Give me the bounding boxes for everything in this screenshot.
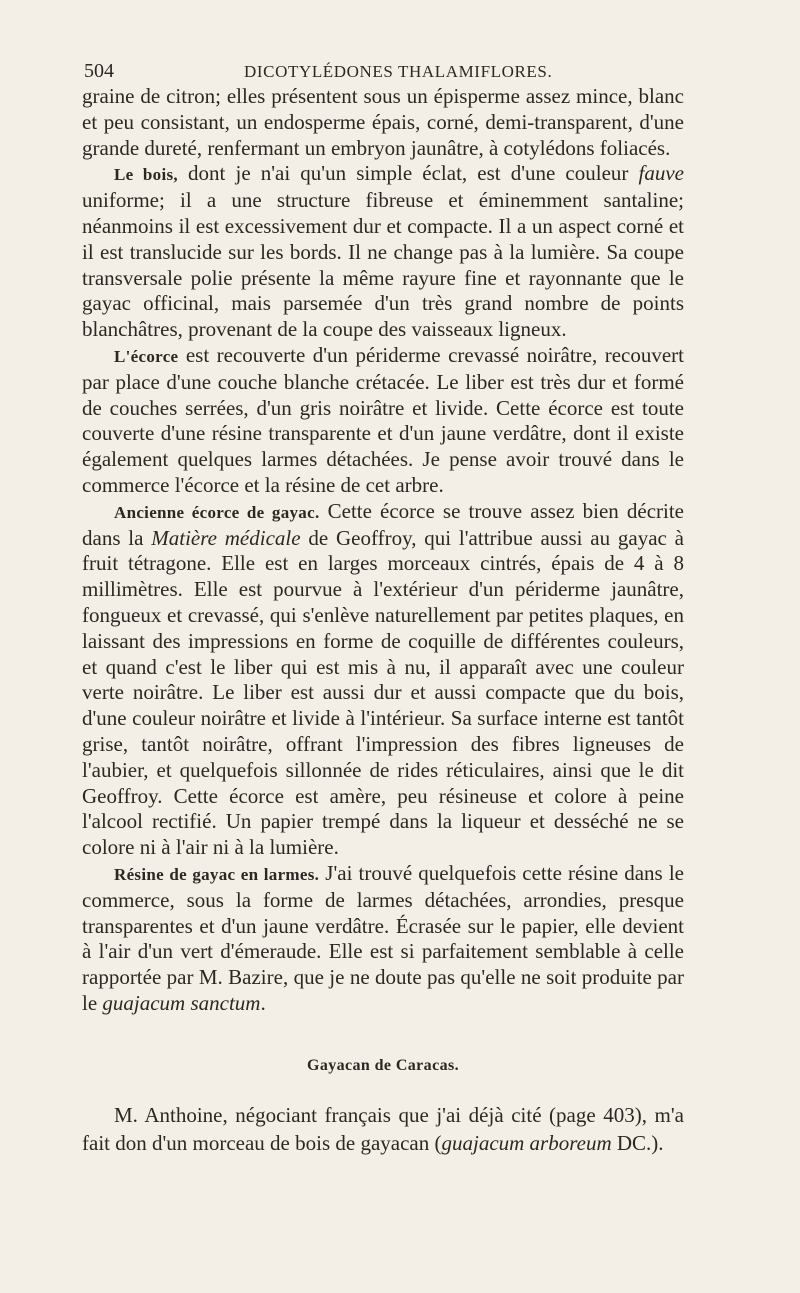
paragraph-resine: Résine de gayac en larmes. J'ai trouvé quelquefois cette résine dans le commerce, sous la forme de larmes détachées, arrondies, presque transparentes et d'un jaune verdâtre. Écrasée sur le papier, elle devient à l'air d'un vert d'émeraude. Elle est si parfaitement semblable à celle rapportée par M. Bazire, que je ne doute pas qu'elle ne soit produite par le guajacum sanctum. [82,860,684,1015]
italic-term: Matière médicale [151,525,301,550]
lead-term: Ancienne écorce de gayac. [114,502,320,522]
lead-term: Résine de gayac en larmes. [114,864,320,884]
paragraph-gayacan: M. Anthoine, négociant français que j'ai déjà cité (page 403), m'a fait don d'un morceau de bois de gayacan (guajacum arboreum DC.). [82,1103,684,1155]
italic-term: guajacum sanctum [102,990,261,1015]
page-header [84,60,684,86]
body-text [82,84,684,1017]
paragraph-1: graine de citron; elles présentent sous un épisperme assez mince, blanc et peu consistant, un endosperme épais, corné, demi-transparent, d'une grande dureté, renfermant un embryon jaunâtre, à cotylédons foliacés. [82,84,684,160]
final-section [82,1102,684,1157]
running-head: DICOTYLÉDONES THALAMIFLORES. [244,62,553,81]
section-title: Gayacan de Caracas. [306,1057,460,1074]
paragraph-ecorce: L'écorce est recouverte d'un périderme crevassé noirâtre, recouvert par place d'une couche blanche crétacée. Le liber est très dur et formé de couches serrées, d'un gris noirâtre et livide. Cette écorce est toute couverte d'une résine transparente et d'un jaune verdâtre, dont il existe également quelques larmes détachées. Je pense avoir trouvé dans le commerce l'écorce et la résine de cet arbre. [82,342,684,497]
lead-term: Le bois, [114,165,178,185]
italic-term: guajacum arboreum [441,1130,612,1155]
lead-term: L'écorce [114,346,179,366]
paragraph-bois: Le bois, dont je n'ai qu'un simple éclat, est d'une couleur fauve uniforme; il a une structure fibreuse et éminemment santaline; néanmoins il est excessivement dur et compacte. Il a un aspect corné et il est translucide sur les bords. Il ne change pas à la lumière. Sa coupe transversale polie présente la même rayure fine et rayonnante que le gayac officinal, mais parsemée d'un très grand nombre de points blanchâtres, provenant de la coupe des vaisseaux ligneux. [82,161,684,342]
page-number: 504 [84,60,114,82]
italic-term: fauve [638,161,684,186]
paragraph-ancienne-ecorce: Ancienne écorce de gayac. Cette écorce se trouve assez bien décrite dans la Matière médicale de Geoffroy, qui l'attribue aussi au gayac à fruit tétragone. Elle est en larges morceaux cintrés, épais de 4 à 8 millimètres. Elle est pourvue à l'extérieur d'un périderme jaunâtre, fongueux et crevassé, qui s'enlève naturellement par petites plaques, en laissant des impressions en forme de coquille de différentes couleurs, et quand c'est le liber qui est mis à nu, il apparaît avec une couleur verte noirâtre. Le liber est aussi dur et aussi compacte que du bois, d'une couleur noirâtre et livide à l'intérieur. Sa surface interne est tantôt grise, tantôt noirâtre, offrant l'impression des fibres ligneuses de l'aubier, et quelquefois sillonnée de rides réticulaires, ainsi que le dit Geoffroy. Cette écorce est amère, peu résineuse et colore à peine l'alcool rectifié. Un papier trempé dans la liqueur et desséché ne se colore ni à l'air ni à la lumière. [82,498,685,860]
